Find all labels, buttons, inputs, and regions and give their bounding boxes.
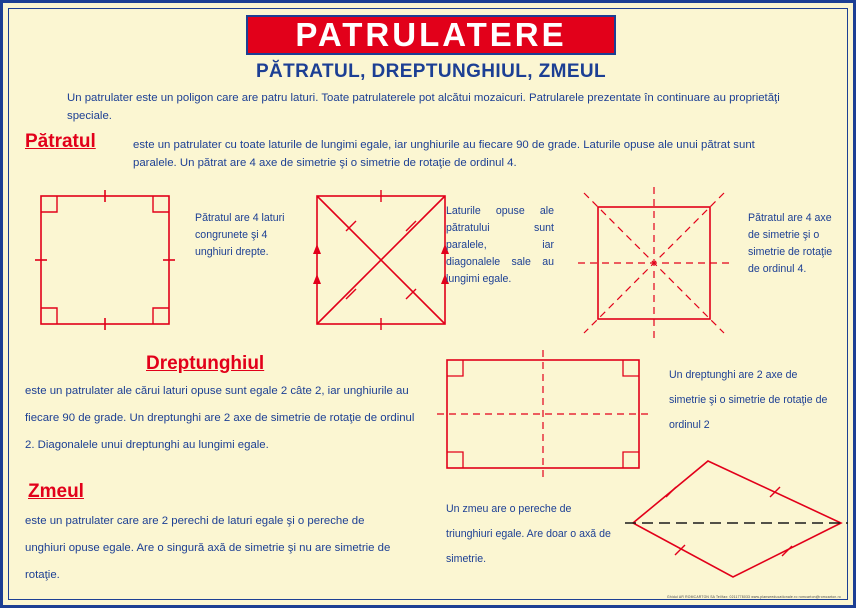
poster-title: PATRULATERE bbox=[295, 16, 567, 53]
note-square-rotation: Pătratul are 4 axe de simetrie şi o simetrie de rotaţie de ordinul 4. bbox=[748, 212, 833, 275]
heading-square: Pătratul bbox=[25, 131, 96, 152]
note-square-diagonals: Laturile opuse ale pătratului sunt paralele, iar diagonalele sale au lungimi egale. bbox=[446, 205, 554, 285]
note-square-sides: Pătratul are 4 laturi congrunete şi 4 unghiuri drepte. bbox=[195, 212, 285, 258]
note-kite: Un zmeu are o pereche de triunghiuri egale. Are doar o axă de simetrie. bbox=[446, 503, 611, 565]
intro-paragraph: Un patrulater este un poligon care are patru laturi. Toate patrulaterele pot alcătui mozaicuri. Patrularele prezentate în continuare au proprietăţi speciale. bbox=[67, 92, 780, 122]
poster-subtitle: PĂTRATUL, DREPTUNGHIUL, ZMEUL bbox=[255, 61, 607, 82]
publisher-credit: Ghidul AR ROMCARTON SA Tel/fax: 0211778033 www.planseeducationale.ro romcarton@romcarton.ro bbox=[666, 595, 841, 599]
figure-square-congruent-sides bbox=[25, 188, 185, 338]
rectangle-body-text: este un patrulater ale cărui laturi opuse sunt egale 2 câte 2, iar unghiurile au fiecare 90 de grade. Un dreptunghi are 2 axe de simetrie de rotaţie de ordinul 2. Diagonalele unui dreptunghi au lungimi egale. bbox=[25, 385, 415, 451]
heading-rectangle: Dreptunghiul bbox=[146, 353, 265, 374]
poster-title-banner bbox=[246, 15, 616, 55]
figure-rectangle-symmetry-axes bbox=[433, 348, 653, 478]
figure-kite-symmetry-axis bbox=[623, 451, 848, 581]
square-body-text: este un patrulater cu toate laturile de lungimi egale, iar unghiurile au fiecare 90 de grade. Laturile opuse ale unui pătrat sunt paralele. Un pătrat are 4 axe de simetrie şi o simetrie de rotaţie de ordinul 4. bbox=[133, 139, 755, 169]
note-rectangle: Un dreptunghi are 2 axe de simetrie şi o simetrie de rotaţie de ordinul 2 bbox=[669, 369, 828, 431]
heading-kite: Zmeul bbox=[28, 481, 84, 502]
figure-square-symmetry-axes bbox=[568, 179, 736, 347]
figure-square-diagonals bbox=[306, 188, 456, 338]
kite-body-text: este un patrulater care are 2 perechi de laturi egale şi o pereche de unghiuri opuse egale. Are o singură axă de simetrie şi nu are simetrie de rotaţie. bbox=[25, 515, 391, 581]
